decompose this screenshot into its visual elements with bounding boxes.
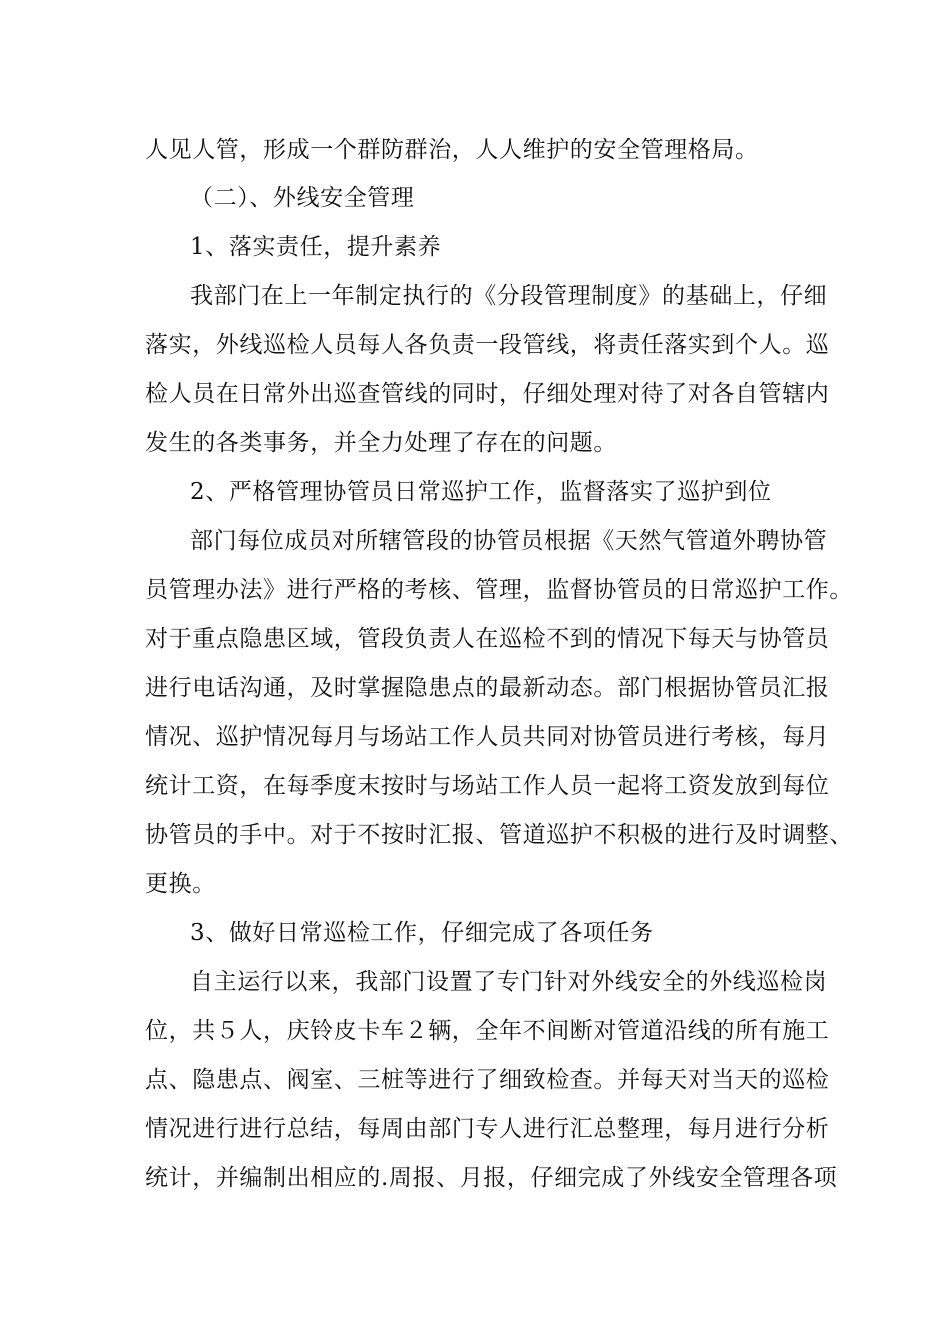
paragraph-line: 位，共５人，庆铃皮卡车２辆，全年不间断对管道沿线的所有施工 — [145, 1018, 830, 1044]
paragraph-line: 情况、巡护情况每月与场站工作人员共同对协管员进行考核，每月 — [145, 724, 830, 750]
paragraph-line: 自主运行以来，我部门设置了专门针对外线安全的外线巡检岗 — [190, 969, 828, 995]
paragraph-line: 人见人管，形成一个群防群治，人人维护的安全管理格局。 — [145, 137, 759, 163]
paragraph-line: 发生的各类事务，并全力处理了存在的问题。 — [145, 430, 617, 456]
paragraph-line: 进行电话沟通，及时掌握隐患点的最新动态。部门根据协管员汇报 — [145, 675, 830, 701]
paragraph-line: 更换。 — [145, 871, 216, 897]
paragraph-line: 检人员在日常外出巡查管线的同时，仔细处理对待了对各自管辖内 — [145, 381, 830, 407]
paragraph-line: 落实，外线巡检人员每人各负责一段管线，将责任落实到个人。巡 — [145, 332, 830, 358]
paragraph-line: 统计工资，在每季度末按时与场站工作人员一起将工资发放到每位 — [145, 773, 830, 799]
subsection-heading: 3、做好日常巡检工作，仔细完成了各项任务 — [190, 920, 654, 946]
paragraph-line: 部门每位成员对所辖管段的协管员根据《天然气管道外聘协管 — [190, 528, 828, 554]
subsection-heading: 2、严格管理协管员日常巡护工作，监督落实了巡护到位 — [190, 479, 772, 505]
paragraph-line: 对于重点隐患区域，管段负责人在巡检不到的情况下每天与协管员 — [145, 626, 830, 652]
paragraph-line: 员管理办法》进行严格的考核、管理，监督协管员的日常巡护工作。 — [145, 577, 853, 603]
paragraph-line: 点、隐患点、阀室、三桩等进行了细致检查。并每天对当天的巡检 — [145, 1067, 830, 1093]
paragraph-line: 统计，并编制出相应的.周报、月报，仔细完成了外线安全管理各项 — [145, 1165, 838, 1191]
paragraph-line: 情况进行进行总结，每周由部门专人进行汇总整理，每月进行分析 — [145, 1116, 830, 1142]
paragraph-line: 我部门在上一年制定执行的《分段管理制度》的基础上，仔细 — [190, 283, 828, 309]
section-heading: （二）、外线安全管理 — [190, 185, 415, 211]
subsection-heading: 1、落实责任，提升素养 — [190, 234, 442, 260]
paragraph-line: 协管员的手中。对于不按时汇报、管道巡护不积极的进行及时调整、 — [145, 822, 853, 848]
